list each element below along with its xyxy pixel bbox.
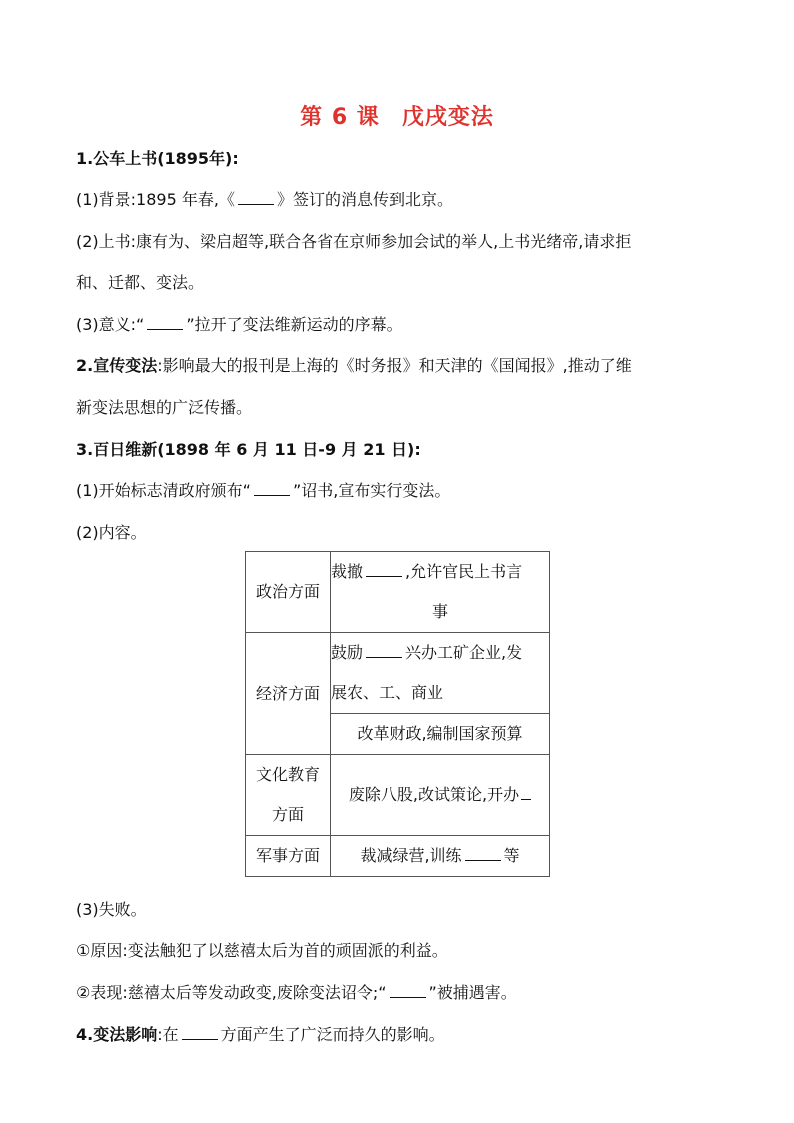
fill-blank[interactable] — [366, 562, 402, 577]
culture-detail — [331, 755, 550, 836]
politics-post: ,允许官民上书言 — [405, 562, 523, 581]
section-2-line1 — [76, 356, 632, 376]
section-4-post: 方面产生了广泛而持久的影响。 — [220, 1025, 445, 1044]
page-title — [0, 100, 794, 131]
economy-post: 兴办工矿企业,发 — [405, 643, 523, 662]
fill-blank[interactable] — [182, 1025, 218, 1040]
s1-background — [76, 190, 453, 210]
section-4-pre: :在 — [157, 1025, 179, 1044]
politics-detail — [331, 552, 550, 633]
fill-blank[interactable] — [465, 846, 501, 861]
s1-significance — [76, 315, 403, 335]
politics-line2: 事 — [431, 602, 448, 621]
s3-start-suffix: ”诏书,宣布实行变法。 — [292, 481, 451, 500]
s1-significance-prefix: (3)意义:“ — [76, 315, 145, 334]
s3-failure-label: (3)失败。 — [76, 900, 147, 919]
fill-blank[interactable] — [521, 785, 531, 800]
s3-failure-show — [76, 983, 517, 1003]
s1-significance-suffix: ”拉开了变法维新运动的序幕。 — [186, 315, 403, 334]
military-post: 等 — [503, 846, 520, 865]
section-3-heading: 3.百日维新(1898 年 6 月 11 日-9 月 21 日): — [76, 440, 421, 459]
culture-text: 废除八股,改试策论,开办 — [348, 785, 520, 804]
category-culture — [246, 755, 331, 836]
fill-blank[interactable] — [254, 481, 290, 496]
s1-shangshu-line1: (2)上书:康有为、梁启超等,联合各省在京师参加会试的举人,上书光绪帝,请求拒 — [76, 232, 632, 251]
s3-start-prefix: (1)开始标志清政府颁布“ — [76, 481, 251, 500]
section-2-text: :影响最大的报刊是上海的《时务报》和天津的《国闻报》,推动了维 — [157, 356, 632, 375]
lesson-number: 第 6 课 — [300, 105, 380, 130]
s3-content-label: (2)内容。 — [76, 523, 147, 542]
section-4-heading: 4.变法影响 — [76, 1025, 158, 1044]
category-economy: 经济方面 — [246, 633, 331, 755]
s1-background-prefix: (1)背景:1895 年春,《 — [76, 190, 235, 209]
fill-blank[interactable] — [366, 643, 402, 658]
table-row-politics — [246, 552, 550, 633]
s3-failure-reason: ①原因:变法触犯了以慈禧太后为首的顽固派的利益。 — [76, 941, 448, 960]
table-row-culture — [246, 755, 550, 836]
category-culture-l2: 方面 — [271, 805, 304, 824]
economy-detail — [331, 633, 550, 714]
military-detail — [331, 836, 550, 877]
fill-blank[interactable] — [238, 190, 274, 205]
reform-content-table — [245, 551, 550, 877]
politics-pre: 裁撤 — [331, 562, 364, 581]
fill-blank[interactable] — [147, 315, 183, 330]
economy-detail-2: 改革财政,编制国家预算 — [331, 714, 550, 755]
s3-show-suffix: ”被捕遇害。 — [428, 983, 517, 1002]
economy-pre: 鼓励 — [331, 643, 364, 662]
table-row-economy — [246, 633, 550, 714]
s3-show-prefix: ②表现:慈禧太后等发动政变,废除变法诏令;“ — [76, 983, 387, 1002]
lesson-name: 戊戌变法 — [401, 105, 494, 130]
category-politics: 政治方面 — [246, 552, 331, 633]
section-1-heading: 1.公车上书(1895年): — [76, 149, 239, 168]
category-military: 军事方面 — [246, 836, 331, 877]
section-2-heading: 2.宣传变法 — [76, 356, 158, 375]
s1-shangshu-line2: 和、迁都、变法。 — [76, 273, 205, 292]
s1-background-suffix: 》签订的消息传到北京。 — [276, 190, 453, 209]
table-row-military — [246, 836, 550, 877]
military-pre: 裁减绿营,训练 — [360, 846, 462, 865]
s3-start — [76, 481, 450, 501]
economy-line2: 展农、工、商业 — [331, 683, 444, 702]
fill-blank[interactable] — [390, 983, 426, 998]
category-culture-l1: 文化教育 — [255, 765, 320, 784]
section-4-line — [76, 1025, 445, 1045]
section-2-line2: 新变法思想的广泛传播。 — [76, 398, 253, 417]
